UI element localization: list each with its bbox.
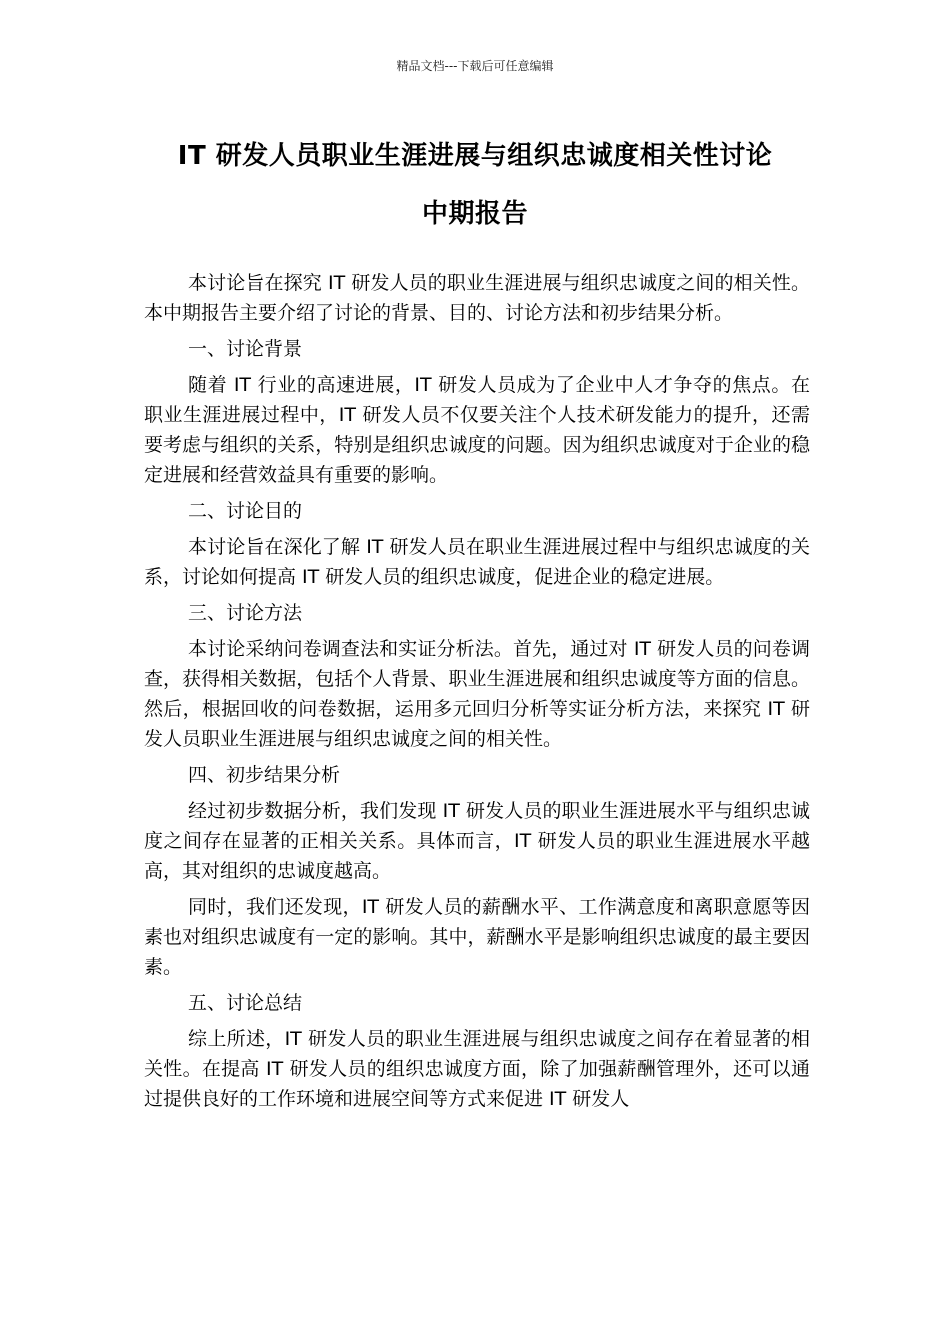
intro-paragraph: 本讨论旨在探究 IT 研发人员的职业生涯进展与组织忠诚度之间的相关性。本中期报告主要介绍了讨论的背景、目的、讨论方法和初步结果分析。 [144,272,810,324]
section-heading-results: 四、初步结果分析 [188,764,341,786]
section-heading-summary: 五、讨论总结 [188,992,303,1014]
section-paragraph: 随着 IT 行业的高速进展，IT 研发人员成为了企业中人才争夺的焦点。在职业生涯进展过程中，IT 研发人员不仅要关注个人技术研发能力的提升，还需要考虑与组织的关系，特别是组织忠诚度的问题。因为组织忠诚度对于企业的稳定进展和经营效益具有重要的影响。 [144,374,810,486]
section-paragraph: 本讨论采纳问卷调查法和实证分析法。首先，通过对 IT 研发人员的问卷调查，获得相关数据，包括个人背景、职业生涯进展和组织忠诚度等方面的信息。然后，根据回收的问卷数据，运用多元回归分析等实证分析方法，来探究 IT 研发人员职业生涯进展与组织忠诚度之间的相关性。 [144,638,810,750]
document-body [144,268,810,1120]
section-heading-background: 一、讨论背景 [188,338,303,360]
section-heading-method: 三、讨论方法 [188,602,303,624]
section-paragraph: 综上所述，IT 研发人员的职业生涯进展与组织忠诚度之间存在着显著的相关性。在提高 IT 研发人员的组织忠诚度方面，除了加强薪酬管理外，还可以通过提供良好的工作环境和进展空间等方式来促进 IT 研发人 [144,1028,810,1110]
header-note: 精品文档---下载后可任意编辑 [396,59,554,73]
section-heading-purpose: 二、讨论目的 [188,500,303,522]
section-paragraph: 本讨论旨在深化了解 IT 研发人员在职业生涯进展过程中与组织忠诚度的关系，讨论如何提高 IT 研发人员的组织忠诚度，促进企业的稳定进展。 [144,536,810,588]
document-title: IT 研发人员职业生涯进展与组织忠诚度相关性讨论 [177,141,773,171]
document-subtitle: 中期报告 [421,199,528,229]
section-paragraph: 同时，我们还发现，IT 研发人员的薪酬水平、工作满意度和离职意愿等因素也对组织忠诚度有一定的影响。其中，薪酬水平是影响组织忠诚度的最主要因素。 [144,896,810,978]
section-paragraph: 经过初步数据分析，我们发现 IT 研发人员的职业生涯进展水平与组织忠诚度之间存在显著的正相关关系。具体而言，IT 研发人员的职业生涯进展水平越高，其对组织的忠诚度越高。 [144,800,810,882]
